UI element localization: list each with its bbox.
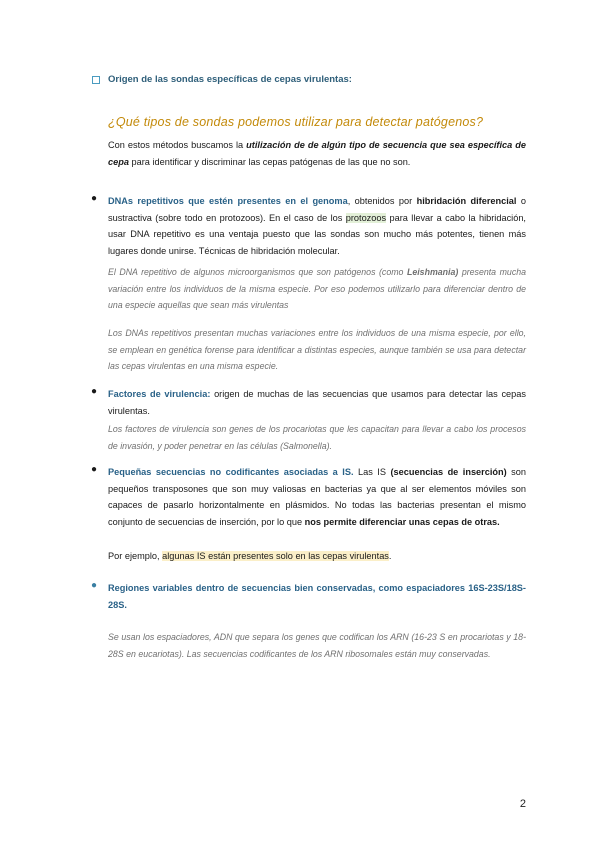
bullet-icon: ●: [91, 464, 98, 475]
item1-note1: El DNA repetitivo de algunos microorganismos que son patógenos (como Leishmania) presenta mucha variación entre los individuos de la misma especie. Por eso podemos utilizarlo para diferenciar dentro de una especie aquellas que sean más virulentas: [108, 267, 526, 310]
checkbox-icon[interactable]: [92, 76, 100, 84]
bullet-icon: ●: [91, 580, 98, 591]
section-heading-text: Origen de las sondas específicas de cepas virulentas:: [108, 74, 352, 85]
item2-note: Los factores de virulencia son genes de los procariotas que les capacitan para llevar a cabo los procesos de invasión, y poder penetrar en las células (Salmonella).: [108, 424, 526, 451]
intro-paragraph: Con estos métodos buscamos la utilización de de algún tipo de secuencia que sea específica de cepa para identificar y discriminar las cepas patógenas de las que no son.: [108, 140, 527, 167]
bullet-icon: ●: [91, 193, 98, 204]
item3-example: Por ejemplo, algunas IS están presentes solo en las cepas virulentas.: [108, 551, 392, 561]
item3-paragraph: Pequeñas secuencias no codificantes asociadas a IS. Las IS (secuencias de inserción) son pequeños transposones que son muy valiosas en bacterias ya que al ser elementos móviles son capaces de pasarlo horizontalmente en plásmidos. No todas las bacterias presentan el mismo conjunto de secuencias de inserción, por lo que nos permite diferenciar unas cepas de otras.: [108, 467, 526, 527]
item1-paragraph: DNAs repetitivos que estén presentes en el genoma, obtenidos por hibridación diferencial o sustractiva (sobre todo en protozoos). En el caso de los protozoos para llevar a cabo la hibridación, usar DNA repetitivo es una ventaja puesto que las sondas son mucho más potentes, tienen más lugares donde unirse. Técnicas de hibridación molecular.: [108, 196, 527, 256]
item1-note2: Los DNAs repetitivos presentan muchas variaciones entre los individuos de una misma especie, por ello, se emplean en genética forense para identificar a distintas especies, aunque también se usa para detectar las cepas virulentas en una misma especie.: [108, 328, 526, 371]
bullet-icon: ●: [91, 386, 98, 397]
item4-paragraph: Regiones variables dentro de secuencias bien conservadas, como espaciadores 16S-23S/18S- 28S.: [108, 583, 526, 610]
section-heading: [92, 74, 352, 85]
item2-paragraph: Factores de virulencia: origen de muchas de las secuencias que usamos para detectar las cepas virulentas.: [108, 389, 526, 416]
item4-note: Se usan los espaciadores, ADN que separa los genes que codifican los ARN (16-23 S en procariotas y 18-28S en eucariotas). Las secuencias codificantes de los ARN ribosomales están muy conservadas.: [108, 632, 526, 659]
page-number: 2: [519, 798, 526, 810]
question-heading: ¿Qué tipos de sondas podemos utilizar para detectar patógenos?: [108, 115, 484, 129]
